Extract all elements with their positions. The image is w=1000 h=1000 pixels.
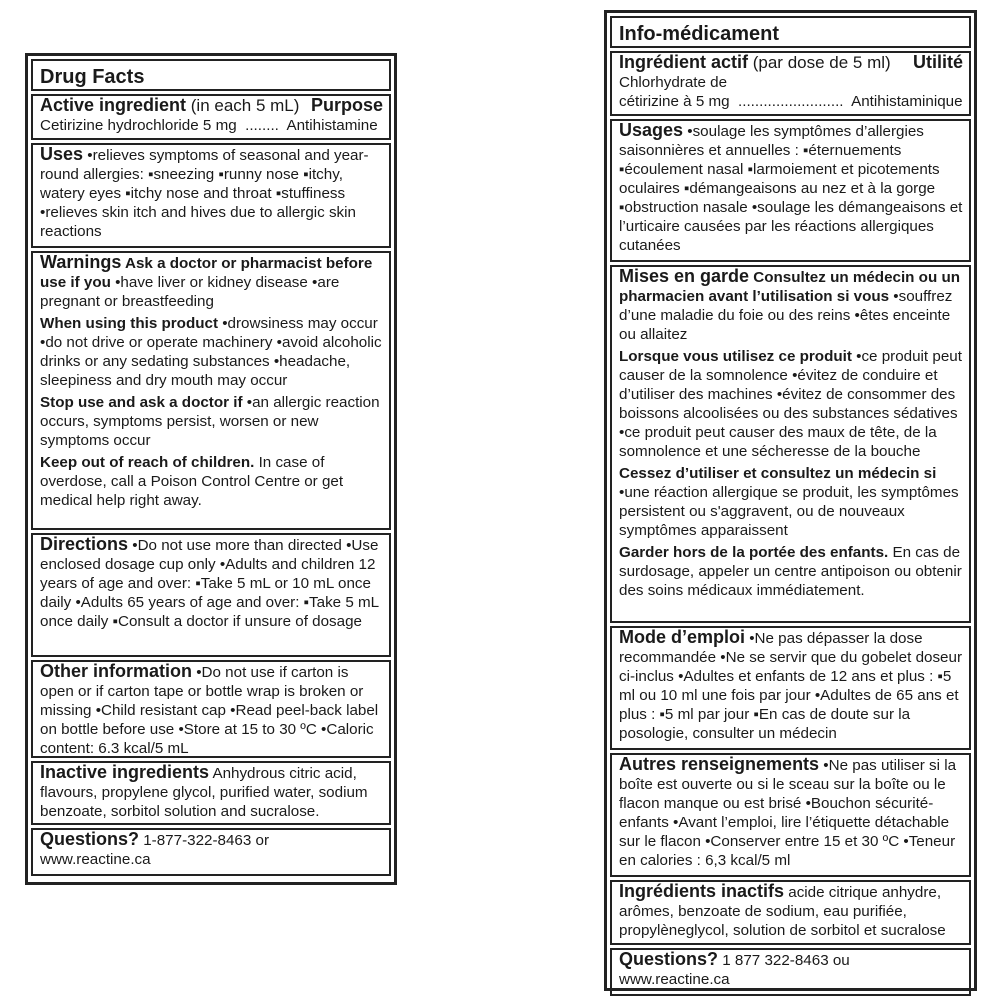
mises-en-garde-section (610, 265, 971, 623)
when-using-text: •drowsiness may occur •do not drive or operate machinery •avoid alcoholic drinks or any sedating substances •headache, sleepiness and dry mouth may occur (40, 315, 382, 389)
autres-renseignements-text: •Ne pas utiliser si la boîte est ouverte ou si le sceau sur la boîte ou le flacon manque ou est brisé •Bouchon sécurité-enfants •Avant l’emploi, lire l’étiquette détachable sur le flacon •Conserver entre 15 et 30 ºC •Teneur en calories : 6,3 kcal/5 ml (619, 757, 957, 869)
ingredient-actif-qualifier: (par dose de 5 ml) (748, 53, 891, 72)
inactive-ingredients-section (31, 761, 391, 825)
mode-emploi-text: •Ne pas dépasser la dose recommandée •Ne se servir que du gobelet doseur ci-inclus •Adultes et enfants de 12 ans et plus : ▪5 ml ou 10 ml une fois par jour •Adultes de 65 ans et plus : ▪5 ml par jour ▪En cas de doute sur la posologie, consulter un médecin (619, 630, 963, 742)
lorsque-utilisez-heading: Lorsque vous utilisez ce produit (619, 348, 852, 365)
ingredients-inactifs-text: acide citrique anhydre, arômes, benzoate de sodium, eau purifiée, propylèneglycol, solution de sorbitol et sucralose (619, 884, 946, 939)
active-ingredient-section (31, 94, 391, 140)
questions-section (31, 828, 391, 876)
other-information-section (31, 660, 391, 758)
mises-en-garde-intro-bold: Consultez un médecin ou un pharmacien avant l’utilisation si vous (619, 269, 961, 305)
questions-fr-section (610, 948, 971, 996)
garder-hors-heading: Garder hors de la portée des enfants. (619, 544, 889, 561)
directions-heading: Directions (40, 534, 129, 554)
info-medicament-title: Info-médicament (619, 23, 780, 45)
stop-use-text: •an allergic reaction occurs, symptoms persist, worsen or new symptoms occur (40, 394, 380, 449)
warnings-intro-text: •have liver or kidney disease •are pregnant or breastfeeding (40, 274, 340, 310)
active-ingredient-line: Cetirizine hydrochloride 5 mg ........ Antihistamine (40, 117, 378, 134)
keep-out-heading: Keep out of reach of children. (40, 454, 255, 471)
uses-section (31, 143, 391, 248)
drug-facts-panel-fr (604, 10, 977, 991)
mises-en-garde-heading: Mises en garde (619, 266, 750, 286)
cessez-utiliser-text: •une réaction allergique se produit, les symptômes persistent ou s'aggravent, ou de nouveaux symptômes apparaissent (619, 484, 959, 539)
usages-text: •soulage les symptômes d’allergies saisonnières et annuelles : ▪éternuements ▪écoulement nasal ▪larmoiement et picotements oculaires ▪démangeaisons au nez et à la gorge ▪obstruction nasale •soulage les démangeaisons et l’urticaire causées par les réactions allergiques cutanées (619, 123, 963, 254)
directions-section (31, 533, 391, 657)
directions-text: •Do not use more than directed •Use enclosed dosage cup only •Adults and children 12 years of age and over: ▪Take 5 mL or 10 mL once daily •Adults 65 years of age and over: ▪Take 5 mL once daily ▪Consult a doctor if unsure of dosage (40, 537, 379, 630)
active-ingredient-header (40, 96, 383, 116)
ingredient-actif-line-2: cétirizine à 5 mg ......................... Antihistaminique (619, 93, 963, 110)
questions-heading: Questions? (40, 829, 140, 849)
questions-fr-text: 1 877 322-8463 ou www.reactine.ca (619, 952, 850, 988)
keep-out-text: In case of overdose, call a Poison Control Centre or get medical help right away. (40, 454, 344, 509)
autres-renseignements-heading: Autres renseignements (619, 754, 820, 774)
inactive-ingredients-text: Anhydrous citric acid, flavours, propylene glycol, purified water, sodium benzoate, sorbitol solution and sucralose. (40, 765, 368, 820)
other-information-heading: Other information (40, 661, 192, 681)
ingredients-inactifs-heading: Ingrédients inactifs (619, 881, 785, 901)
when-using-heading: When using this product (40, 315, 219, 332)
ingredient-actif-line-1: Chlorhydrate de (619, 74, 728, 91)
lorsque-utilisez-text: •ce produit peut causer de la somnolence •évitez de conduire et d’utiliser des machines •évitez de consommer des boissons alcoolisées ou des substances sédatives •ce produit peut causer des maux de tête, de la somnolence et une sécheresse de la bouche (619, 348, 962, 460)
usages-heading: Usages (619, 120, 684, 140)
cessez-utiliser-heading: Cessez d’utiliser et consultez un médecin si (619, 465, 937, 482)
questions-text: 1-877-322-8463 or www.reactine.ca (40, 832, 270, 868)
ingredient-actif-header (619, 53, 963, 73)
drug-facts-title: Drug Facts (40, 66, 145, 88)
garder-hors-text: En cas de surdosage, appeler un centre antipoison ou obtenir des soins médicaux immédiatement. (619, 544, 962, 599)
info-medicament-title-box (610, 16, 971, 48)
warnings-section (31, 251, 391, 530)
mode-emploi-heading: Mode d’emploi (619, 627, 745, 647)
uses-heading: Uses (40, 144, 84, 164)
mode-emploi-section (610, 626, 971, 750)
active-ingredient-heading: Active ingredient (40, 95, 187, 115)
ingredients-inactifs-section (610, 880, 971, 945)
usages-section (610, 119, 971, 262)
drug-facts-title-box (31, 59, 391, 91)
autres-renseignements-section (610, 753, 971, 877)
questions-fr-heading: Questions? (619, 949, 719, 969)
drug-facts-panel-en (25, 53, 397, 885)
active-ingredient-qualifier: (in each 5 mL) (186, 96, 300, 115)
uses-text: •relieves symptoms of seasonal and year-round allergies: ▪sneezing ▪runny nose ▪itchy, watery eyes ▪itchy nose and throat ▪stuffiness •relieves skin itch and hives due to allergic skin reactions (40, 147, 369, 240)
ingredient-actif-section (610, 51, 971, 116)
purpose-heading: Purpose (310, 95, 383, 115)
inactive-ingredients-heading: Inactive ingredients (40, 762, 210, 782)
other-information-text: •Do not use if carton is open or if carton tape or bottle wrap is broken or missing •Child resistant cap •Read peel-back label on bottle before use •Store at 15 to 30 ºC •Caloric content: 6.3 kcal/5 mL (40, 664, 379, 757)
stop-use-heading: Stop use and ask a doctor if (40, 394, 243, 411)
utilite-heading: Utilité (912, 52, 963, 72)
warnings-intro-bold: Ask a doctor or pharmacist before use if you (40, 255, 373, 291)
mises-en-garde-intro-text: •souffrez d’une maladie du foie ou des reins •êtes enceinte ou allaitez (619, 288, 953, 343)
ingredient-actif-heading: Ingrédient actif (619, 52, 749, 72)
warnings-heading: Warnings (40, 252, 122, 272)
